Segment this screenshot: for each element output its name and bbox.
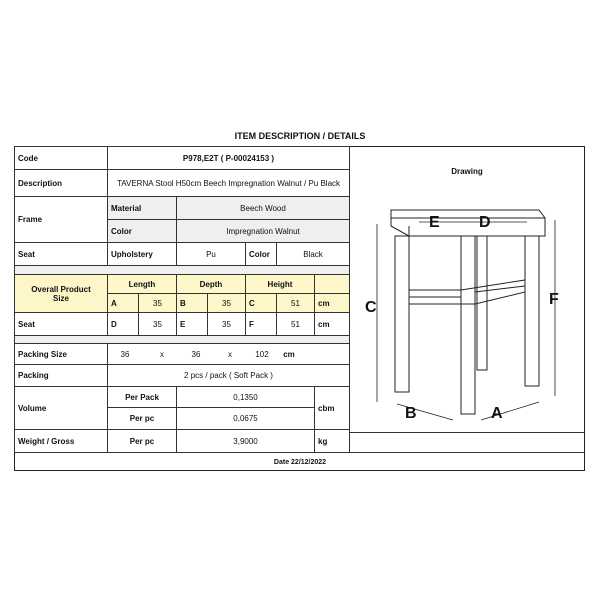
volume-per-pc-value: 0,0675 bbox=[176, 407, 315, 430]
dim-d-label: D bbox=[107, 312, 139, 336]
volume-per-pack-label: Per Pack bbox=[107, 386, 177, 408]
dim-f-value: 51 bbox=[276, 312, 315, 336]
dim-letter-d: D bbox=[479, 214, 491, 231]
dim-letter-f: F bbox=[549, 291, 559, 308]
frame-material-label: Material bbox=[107, 196, 177, 220]
seat-label: Seat bbox=[14, 242, 108, 266]
packing-x2: x bbox=[228, 349, 232, 359]
seat-upholstery-value: Pu bbox=[176, 242, 246, 266]
frame-label: Frame bbox=[14, 196, 108, 243]
packing-width: 36 bbox=[120, 349, 130, 359]
seat-dim-label: Seat bbox=[14, 312, 108, 336]
seat-unit: cm bbox=[314, 312, 350, 336]
leg-front-right bbox=[461, 236, 475, 414]
volume-unit: cbm bbox=[314, 386, 350, 430]
depth-header: Depth bbox=[176, 274, 246, 294]
length-header: Length bbox=[107, 274, 177, 294]
dim-a-value: 35 bbox=[138, 293, 177, 313]
dim-b-label: B bbox=[176, 293, 208, 313]
page-title: ITEM DESCRIPTION / DETAILS bbox=[234, 131, 366, 141]
dim-b-value: 35 bbox=[207, 293, 246, 313]
description-label: Description bbox=[14, 169, 108, 197]
height-header: Height bbox=[245, 274, 315, 294]
volume-per-pc-label: Per pc bbox=[107, 407, 177, 430]
weight-unit: kg bbox=[314, 429, 350, 453]
frame-material-value: Beech Wood bbox=[176, 196, 350, 220]
overall-size-label: Overall Product Size bbox=[14, 274, 108, 313]
date-text: Date 22/12/2022 bbox=[273, 459, 327, 466]
seat-color-label: Color bbox=[245, 242, 277, 266]
packing-height: 102 bbox=[255, 349, 269, 359]
packing-unit: cm bbox=[283, 349, 295, 359]
dim-c-value: 51 bbox=[276, 293, 315, 313]
dim-letter-e: E bbox=[429, 214, 440, 231]
seat-color-value: Black bbox=[276, 242, 350, 266]
description-value: TAVERNA Stool H50cm Beech Impregnation Walnut / Pu Black bbox=[107, 169, 350, 197]
dim-letter-b: B bbox=[405, 405, 417, 422]
weight-per-pc-label: Per pc bbox=[107, 429, 177, 453]
packing-size-label: Packing Size bbox=[14, 343, 108, 365]
packing-depth: 36 bbox=[191, 349, 201, 359]
frame-color-value: Impregnation Walnut bbox=[176, 219, 350, 243]
packing-x1: x bbox=[160, 349, 164, 359]
dim-f-label: F bbox=[245, 312, 277, 336]
dim-letter-a: A bbox=[491, 405, 503, 422]
overall-unit: cm bbox=[314, 293, 350, 313]
dim-a-label: A bbox=[107, 293, 139, 313]
dim-e-label: E bbox=[176, 312, 208, 336]
drawing-label: Drawing bbox=[350, 160, 584, 182]
leg-front-left bbox=[395, 236, 409, 392]
frame-color-label: Color bbox=[107, 219, 177, 243]
unit-header-blank bbox=[314, 274, 350, 294]
code-value: P978,E2T ( P-00024153 ) bbox=[107, 146, 350, 170]
weight-value: 3,9000 bbox=[176, 429, 315, 453]
dim-e-value: 35 bbox=[207, 312, 246, 336]
weight-label: Weight / Gross bbox=[14, 429, 108, 453]
dim-c-label: C bbox=[245, 293, 277, 313]
leg-back-right bbox=[525, 236, 539, 386]
packing-value: 2 pcs / pack ( Soft Pack ) bbox=[107, 364, 350, 387]
stretcher bbox=[409, 280, 525, 304]
seat-upholstery-label: Upholstery bbox=[107, 242, 177, 266]
dim-letter-c: C bbox=[365, 299, 377, 316]
stool-drawing bbox=[349, 180, 585, 440]
volume-per-pack-value: 0,1350 bbox=[176, 386, 315, 408]
code-label: Code bbox=[14, 146, 108, 170]
volume-label: Volume bbox=[14, 386, 108, 430]
seat-top bbox=[391, 210, 545, 236]
packing-label: Packing bbox=[14, 364, 108, 387]
dim-d-value: 35 bbox=[138, 312, 177, 336]
